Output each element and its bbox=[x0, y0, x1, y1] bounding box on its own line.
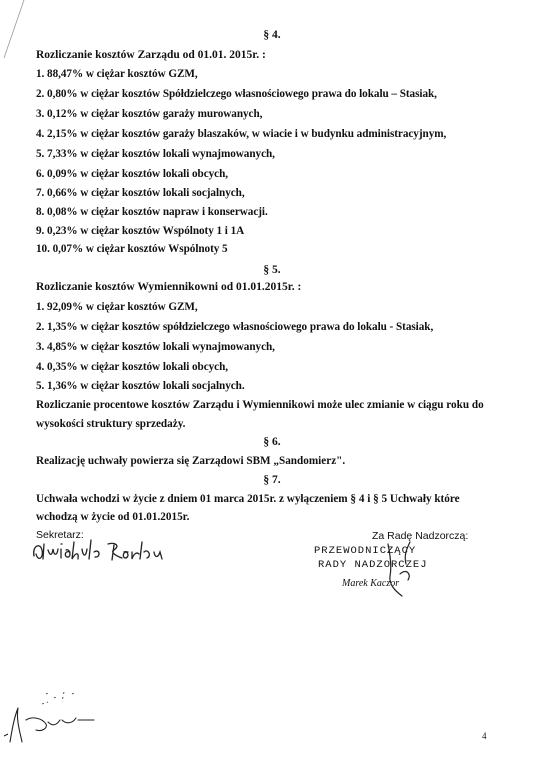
list-item: 4. 2,15% w ciężar kosztów garaży blaszaków, w wiacie i w budynku administracyjnym, bbox=[36, 128, 447, 140]
list-item: 6. 0,09% w ciężar kosztów lokali obcych, bbox=[36, 168, 229, 180]
section-6-title: § 6. bbox=[263, 436, 281, 448]
section-7-line1: Uchwała wchodzi w życie z dniem 01 marca 2015r. z wyłączeniem § 4 i § 5 Uchwały które bbox=[36, 493, 460, 505]
stamp-line2: RADY NADZORCZEJ bbox=[318, 559, 428, 571]
stamp-line1: PRZEWODNICZĄCY bbox=[314, 545, 417, 557]
list-item: 7. 0,66% w ciężar kosztów lokali socjalnych, bbox=[36, 187, 245, 199]
list-item: 5. 1,36% w ciężar kosztów lokali socjalnych. bbox=[36, 380, 245, 392]
section-7-title: § 7. bbox=[263, 474, 281, 486]
list-item: 3. 4,85% w ciężar kosztów lokali wynajmowanych, bbox=[36, 341, 275, 353]
section-4-heading: Rozliczanie kosztów Zarządu od 01.01. 2015r. : bbox=[36, 49, 266, 61]
section-7-line2: wchodzą w życie od 01.01.2015r. bbox=[36, 511, 190, 523]
list-item: 5. 7,33% w ciężar kosztów lokali wynajmowanych, bbox=[36, 148, 275, 160]
scan-edge-line bbox=[0, 0, 30, 60]
section-5-heading: Rozliczanie kosztów Wymiennikowni od 01.01.2015r. : bbox=[36, 281, 302, 293]
initials-signature bbox=[2, 690, 112, 750]
page-number: 4 bbox=[482, 731, 487, 741]
stamp-name: Marek Kaczor bbox=[342, 578, 400, 589]
section-5-title: § 5. bbox=[263, 264, 281, 276]
chairman-signature bbox=[380, 540, 440, 600]
list-item: 1. 88,47% w ciężar kosztów GZM, bbox=[36, 68, 198, 80]
list-item: 4. 0,35% w ciężar kosztów lokali obcych, bbox=[36, 361, 229, 373]
list-item: 2. 1,35% w ciężar kosztów spółdzielczego własnościowego prawa do lokalu - Stasiak, bbox=[36, 321, 434, 333]
list-item: 9. 0,23% w ciężar kosztów Wspólnoty 1 i 1A bbox=[36, 225, 245, 237]
list-item: 8. 0,08% w ciężar kosztów napraw i konserwacji. bbox=[36, 206, 268, 218]
section-5-note-line1: Rozliczanie procentowe kosztów Zarządu i Wymiennikowi może ulec zmianie w ciągu roku do bbox=[36, 399, 484, 411]
list-item: 2. 0,80% w ciężar kosztów Spółdzielczego własnościowego prawa do lokalu – Stasiak, bbox=[36, 88, 437, 100]
list-item: 1. 92,09% w ciężar kosztów GZM, bbox=[36, 301, 198, 313]
list-item: 10. 0,07% w ciężar kosztów Wspólnoty 5 bbox=[36, 243, 228, 255]
section-4-title: § 4. bbox=[263, 29, 281, 41]
secretary-label: Sekretarz: bbox=[36, 529, 84, 541]
list-item: 3. 0,12% w ciężar kosztów garaży murowanych, bbox=[36, 108, 263, 120]
council-label: Za Radę Nadzorczą: bbox=[372, 530, 469, 542]
section-6-text: Realizację uchwały powierza się Zarządowi SBM „Sandomierz". bbox=[36, 455, 346, 467]
secretary-signature bbox=[30, 532, 170, 568]
section-5-note-line2: wysokości struktury sprzedaży. bbox=[36, 418, 186, 430]
